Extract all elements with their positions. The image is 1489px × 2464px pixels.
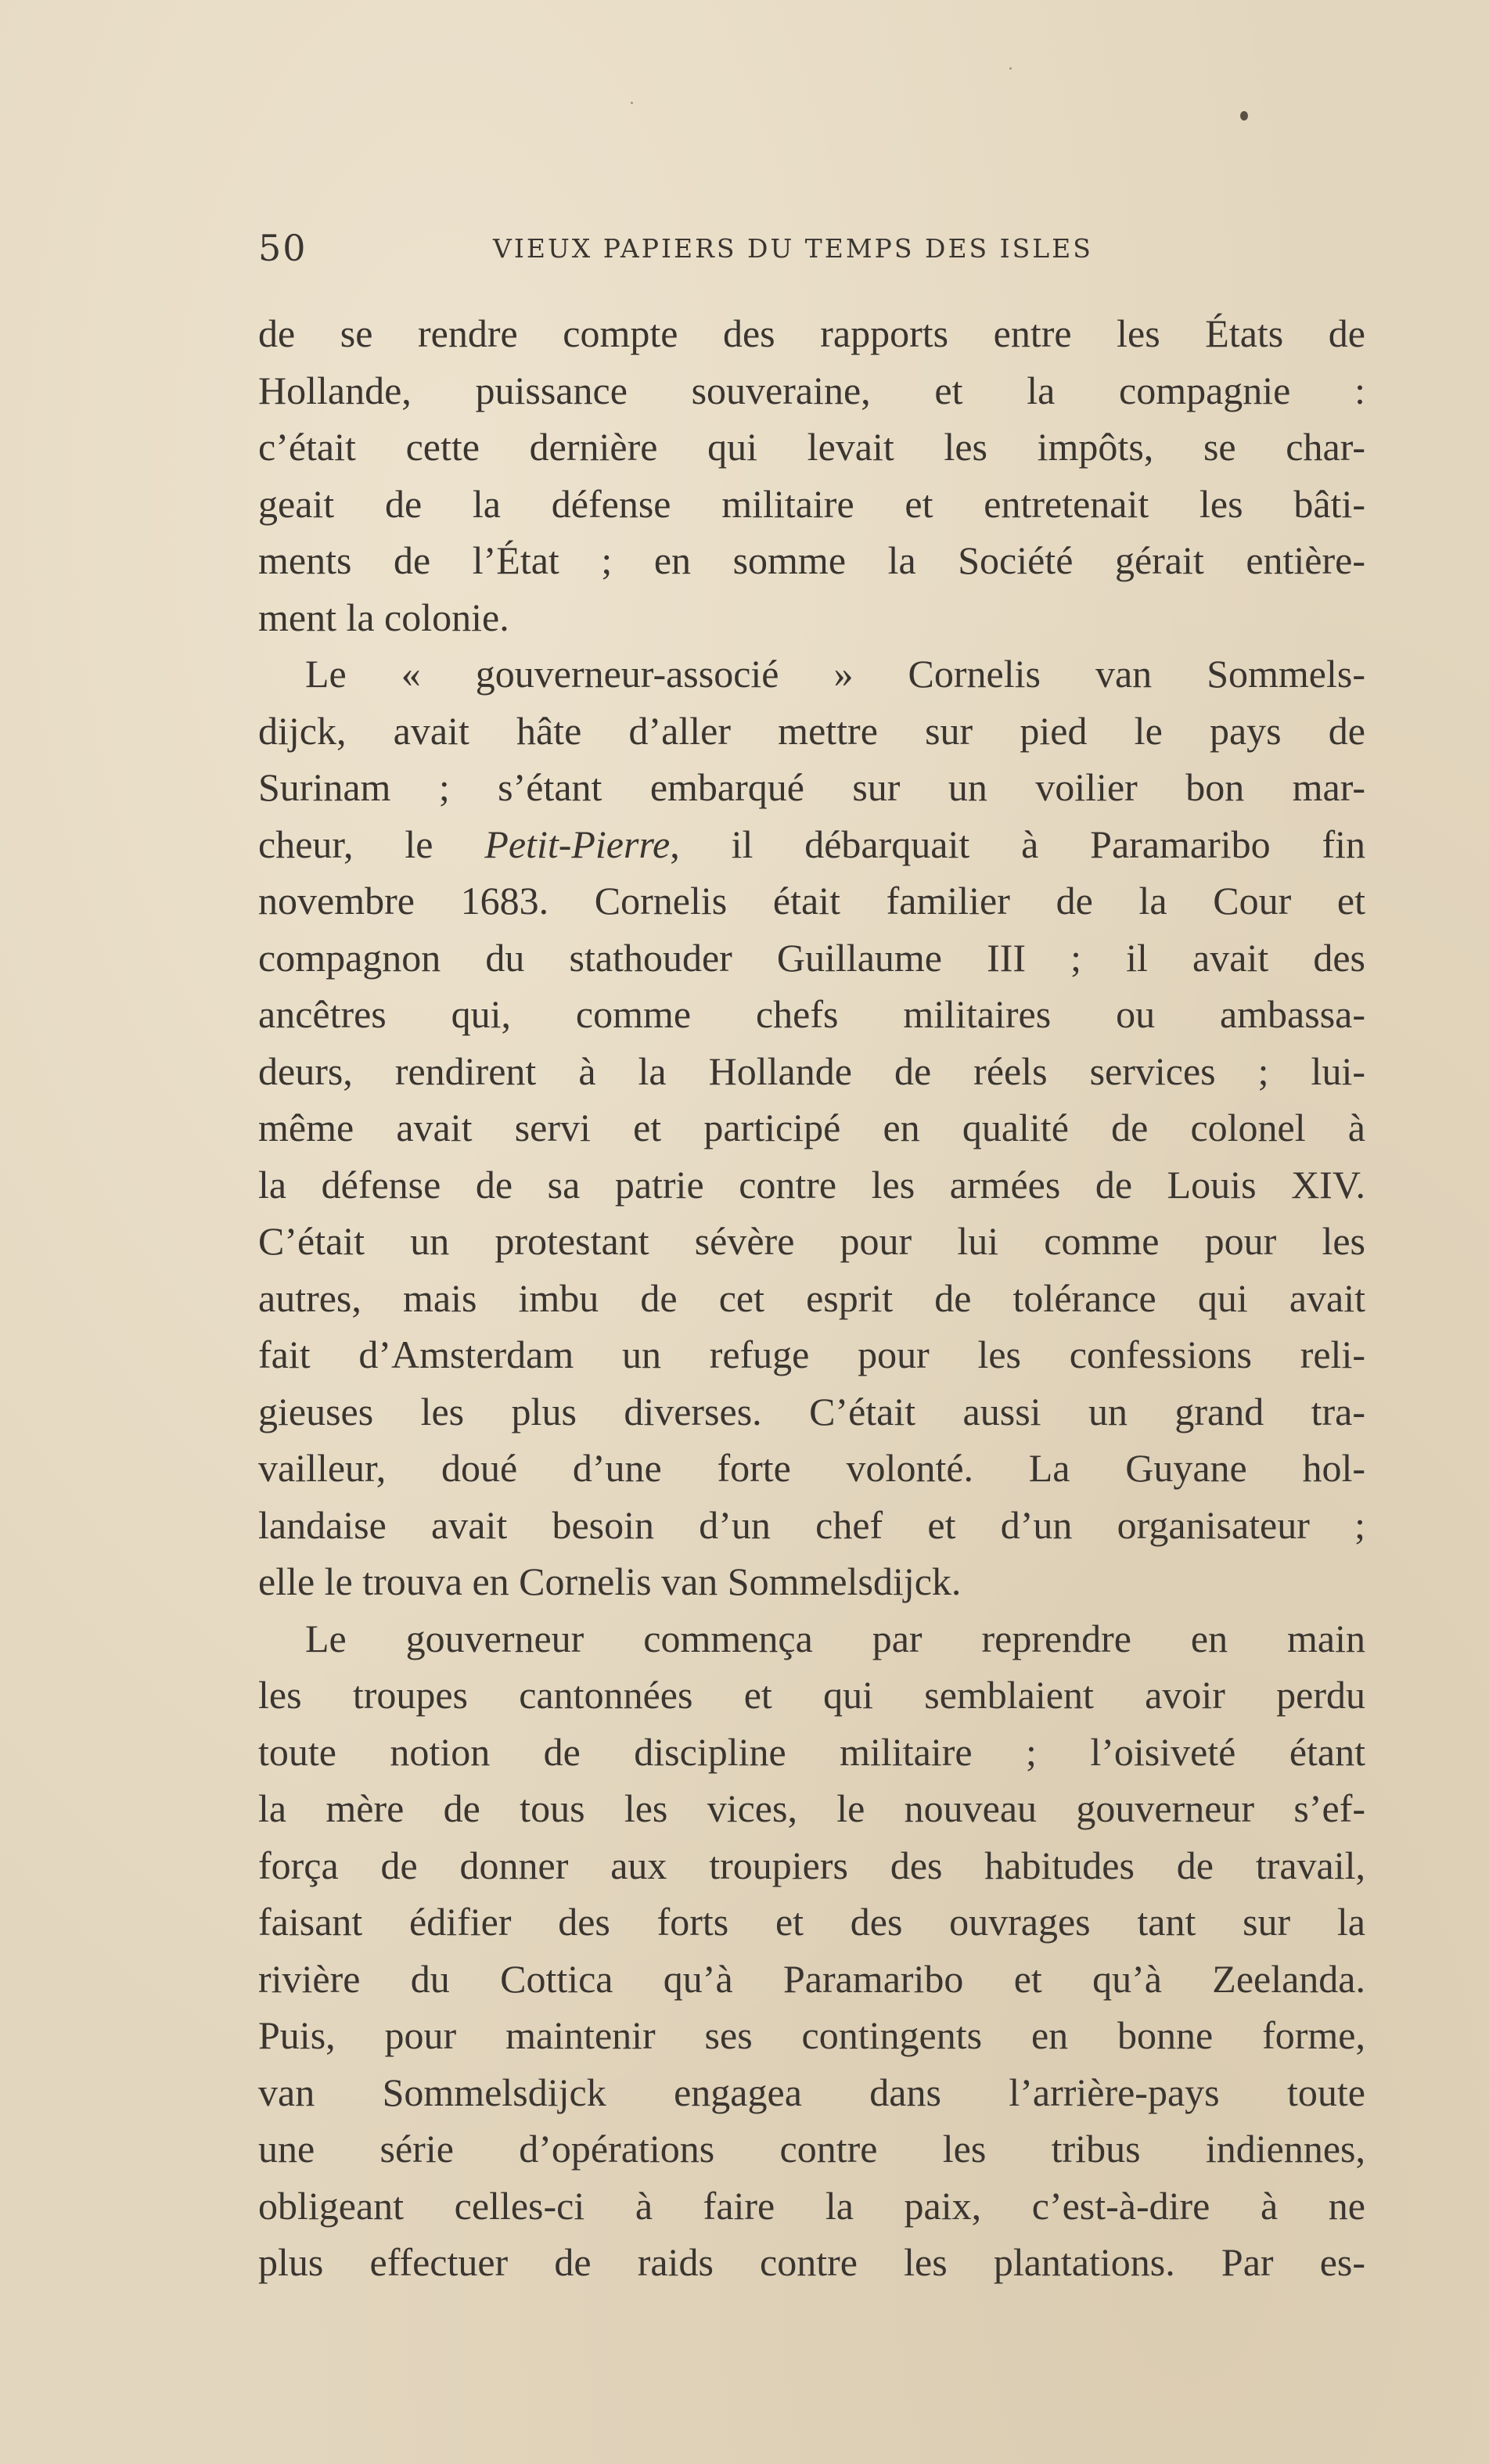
- text-line: Puis, pour maintenir ses contingents en bonne forme,: [258, 2013, 1365, 2057]
- text-line: gieuses les plus diverses. C’était aussi un grand tra-: [258, 1389, 1365, 1433]
- text-line: ments de l’État ; en somme la Société gérait entière-: [258, 538, 1365, 582]
- text-line: les troupes cantonnées et qui semblaient avoir perdu: [258, 1673, 1365, 1717]
- running-head: VIEUX PAPIERS DU TEMPS DES ISLES: [493, 233, 1093, 264]
- text-line: fait d’Amsterdam un refuge pour les confessions reli-: [258, 1333, 1365, 1376]
- text-line: deurs, rendirent à la Hollande de réels services ; lui-: [258, 1049, 1365, 1093]
- text-line: c’était cette dernière qui levait les impôts, se char-: [258, 425, 1365, 469]
- text-line: Hollande, puissance souveraine, et la compagnie :: [258, 368, 1365, 412]
- text-line: une série d’opérations contre les tribus indiennes,: [258, 2127, 1365, 2171]
- text-line: de se rendre compte des rapports entre les États de: [258, 311, 1365, 355]
- text-line: força de donner aux troupiers des habitudes de travail,: [258, 1843, 1365, 1887]
- text-line: ment la colonie.: [258, 595, 509, 639]
- text-segment: cheur, le: [258, 822, 485, 866]
- text-line: dijck, avait hâte d’aller mettre sur pied le pays de: [258, 708, 1365, 753]
- text-line: la mère de tous les vices, le nouveau gouverneur s’ef-: [258, 1786, 1365, 1830]
- text-line: ancêtres qui, comme chefs militaires ou ambassa-: [258, 992, 1365, 1036]
- text-line: Surinam ; s’étant embarqué sur un voilier bon mar-: [258, 765, 1365, 809]
- text-line: la défense de sa patrie contre les armées de Louis XIV.: [258, 1162, 1365, 1207]
- text-line: novembre 1683. Cornelis était familier de la Cour et: [258, 879, 1365, 923]
- text-line: même avait servi et participé en qualité de colonel à: [258, 1106, 1365, 1149]
- text-line: toute notion de discipline militaire ; l’oisiveté étant: [258, 1729, 1365, 1774]
- text-segment: , il débarquait à Paramaribo fin: [670, 822, 1365, 866]
- text-line: plus effectuer de raids contre les plantations. Par es-: [258, 2240, 1365, 2284]
- ink-speck: [1009, 67, 1012, 70]
- text-line: geait de la défense militaire et entretenait les bâti-: [258, 481, 1365, 526]
- text-line: van Sommelsdijck engagea dans l’arrière-pays toute: [258, 2070, 1365, 2114]
- text-line: elle le trouva en Cornelis van Sommelsdijck.: [258, 1559, 962, 1603]
- text-line-with-italic: [258, 816, 1365, 873]
- text-line: faisant édifier des forts et des ouvrages tant sur la: [258, 1900, 1365, 1944]
- ink-speck: [1240, 111, 1248, 121]
- text-line: autres, mais imbu de cet esprit de tolérance qui avait: [258, 1275, 1365, 1320]
- paragraph-start-line: Le gouverneur commença par reprendre en main: [305, 1616, 1365, 1660]
- body-text: [258, 305, 1365, 2291]
- ship-name-italic: Petit-Pierre: [484, 822, 671, 866]
- text-line: C’était un protestant sévère pour lui comme pour les: [258, 1219, 1365, 1263]
- text-line: rivière du Cottica qu’à Paramaribo et qu’à Zeelanda.: [258, 1956, 1365, 2001]
- text-line: compagnon du stathouder Guillaume III ; il avait des: [258, 935, 1365, 980]
- text-line: landaise avait besoin d’un chef et d’un organisateur ;: [258, 1502, 1365, 1547]
- page-number: 50: [258, 227, 308, 269]
- ink-speck: [631, 102, 633, 104]
- text-line: vailleur, doué d’une forte volonté. La Guyane hol-: [258, 1446, 1365, 1490]
- text-line: obligeant celles-ci à faire la paix, c’est-à-dire à ne: [258, 2183, 1365, 2228]
- page-header: [258, 227, 1377, 274]
- paragraph-start-line: Le « gouverneur-associé » Cornelis van Sommels-: [305, 652, 1365, 696]
